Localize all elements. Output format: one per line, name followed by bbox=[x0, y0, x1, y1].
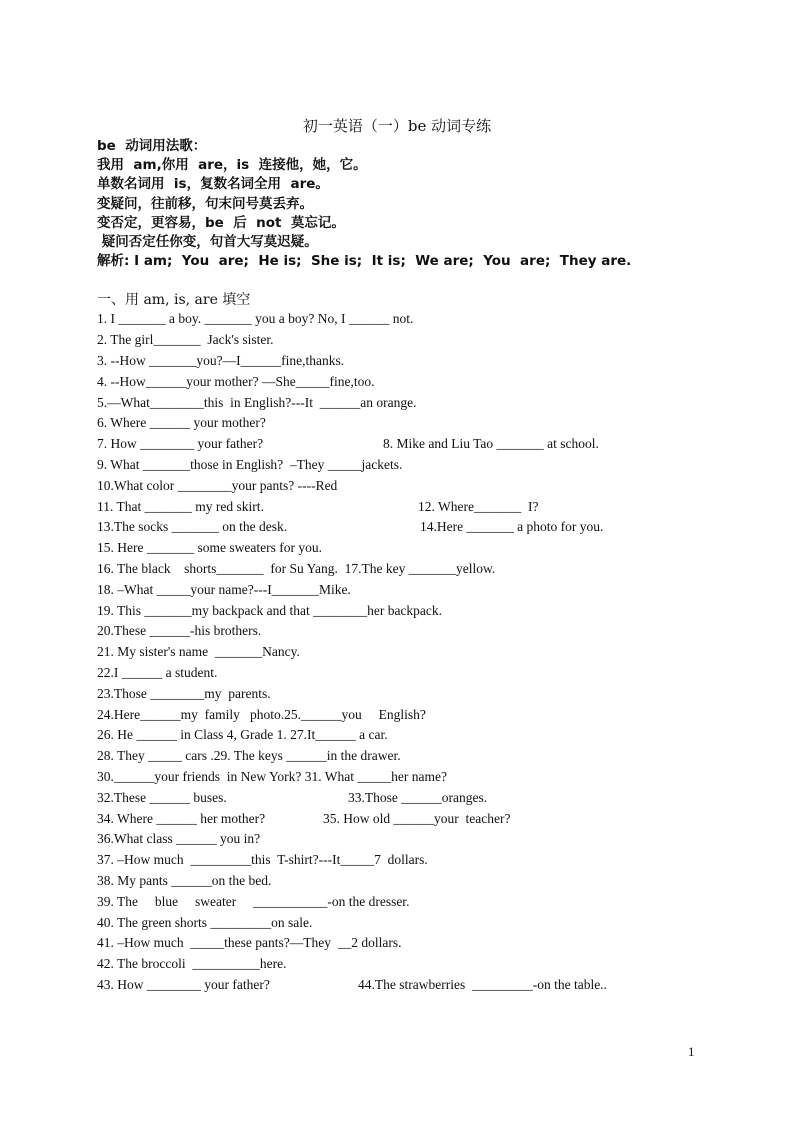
question-item: 41. –How much _____these pants?—They __2 dollars. bbox=[97, 935, 402, 950]
question-item: 34. Where ______ her mother? bbox=[97, 811, 266, 826]
rhyme-line: 单数名词用 is，复数名词全用 are。 bbox=[97, 176, 329, 193]
question-item: 14.Here _______ a photo for you. bbox=[420, 519, 604, 534]
question-item: 12. Where_______ I? bbox=[418, 499, 539, 514]
question-item: 26. He ______ in Class 4, Grade 1. 27.It______ a car. bbox=[97, 727, 388, 742]
question-item: 15. Here _______ some sweaters for you. bbox=[97, 540, 322, 555]
be-verb-rhyme bbox=[97, 137, 717, 271]
question-item: 8. Mike and Liu Tao _______ at school. bbox=[383, 436, 599, 451]
page-title: 初一英语（一）be 动词专练 bbox=[302, 117, 492, 135]
question-item: 40. The green shorts _________on sale. bbox=[97, 915, 313, 930]
question-item: 39. The blue sweater ___________-on the dresser. bbox=[97, 894, 410, 909]
question-item: 11. That _______ my red skirt. bbox=[97, 499, 264, 514]
question-item: 28. They _____ cars .29. The keys ______in the drawer. bbox=[97, 748, 401, 763]
question-item: 2. The girl_______ Jack's sister. bbox=[97, 332, 274, 347]
question-item: 37. –How much _________this T-shirt?---It_____7 dollars. bbox=[97, 852, 428, 867]
question-item: 3. --How _______you?—I______fine,thanks. bbox=[97, 353, 345, 368]
question-item: 43. How ________ your father? bbox=[97, 977, 270, 992]
question-item: 33.Those ______oranges. bbox=[348, 790, 488, 805]
question-item: 10.What color ________your pants? ----Red bbox=[97, 478, 338, 493]
question-item: 7. How ________ your father? bbox=[97, 436, 264, 451]
rhyme-explanation: 解析: I am; You are; He is; She is; It is; We are; You are; They are. bbox=[97, 253, 632, 270]
rhyme-line: 我用 am,你用 are，is 连接他，她，它。 bbox=[97, 157, 367, 174]
rhyme-heading: be 动词用法歌： bbox=[97, 138, 207, 154]
question-item: 6. Where ______ your mother? bbox=[97, 415, 266, 430]
question-item: 1. I _______ a boy. _______ you a boy? No, I ______ not. bbox=[97, 311, 414, 326]
question-item: 5.—What________this in English?---It ______an orange. bbox=[97, 395, 417, 410]
question-item: 44.The strawberries _________-on the table.. bbox=[358, 977, 607, 992]
question-item: 23.Those ________my parents. bbox=[97, 686, 271, 701]
section-heading: 一、用 am, is, are 填空 bbox=[97, 292, 251, 308]
question-item: 18. –What _____your name?---I_______Mike. bbox=[97, 582, 351, 597]
question-item: 20.These ______-his brothers. bbox=[97, 623, 262, 638]
question-item: 9. What _______those in English? –They _____jackets. bbox=[97, 457, 403, 472]
rhyme-line: 变疑问，往前移，句末问号莫丢弃。 bbox=[97, 195, 313, 212]
question-item: 36.What class ______ you in? bbox=[97, 831, 261, 846]
question-item: 21. My sister's name _______Nancy. bbox=[97, 644, 300, 659]
question-item: 30.______your friends in New York? 31. What _____her name? bbox=[97, 769, 447, 784]
question-item: 16. The black shorts_______ for Su Yang. 17.The key _______yellow. bbox=[97, 561, 496, 576]
question-item: 38. My pants ______on the bed. bbox=[97, 873, 272, 888]
question-item: 4. --How______your mother? —She_____fine,too. bbox=[97, 374, 375, 389]
rhyme-line: 变否定，更容易，be 后 not 莫忘记。 bbox=[97, 214, 345, 231]
question-item: 24.Here______my family photo.25.______you English? bbox=[97, 707, 426, 722]
question-item: 42. The broccoli __________here. bbox=[97, 956, 287, 971]
question-item: 13.The socks _______ on the desk. bbox=[97, 519, 288, 534]
question-item: 19. This _______my backpack and that ________her backpack. bbox=[97, 603, 443, 618]
question-item: 35. How old ______your teacher? bbox=[323, 811, 511, 826]
page-number: 1 bbox=[688, 1044, 695, 1059]
question-item: 22.I ______ a student. bbox=[97, 665, 218, 680]
rhyme-line: 疑问否定任你变，句首大写莫迟疑。 bbox=[97, 234, 318, 251]
question-item: 32.These ______ buses. bbox=[97, 790, 227, 805]
